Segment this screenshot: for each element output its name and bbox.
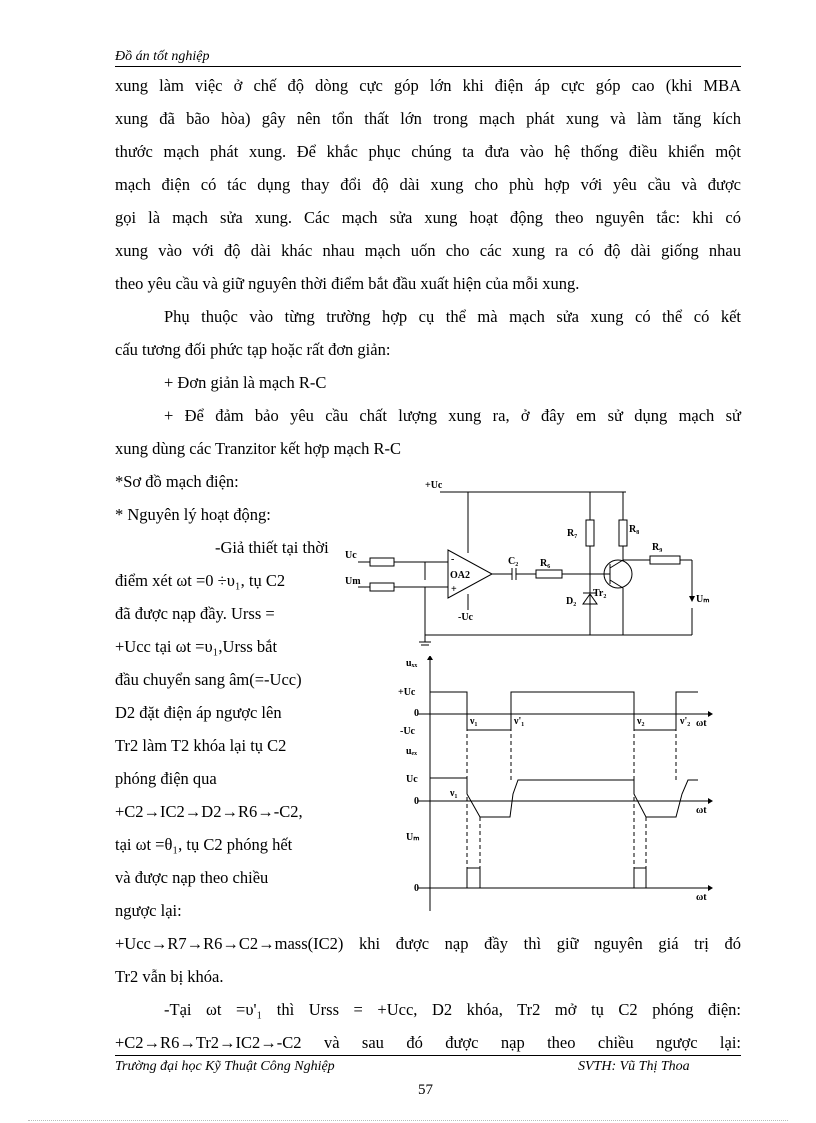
- narrow-line: tại ωt =θ₁, tụ C2 phóng hết: [115, 835, 293, 854]
- input2-label: Um: [345, 576, 361, 587]
- axis-label-1: uₓₓ: [406, 658, 418, 669]
- input1-label: Uc: [345, 550, 357, 561]
- opamp-label: OA2: [450, 570, 470, 581]
- para2-line: Phụ thuộc vào từng trường hợp cụ thể mà mạch sửa xung có thể có kết: [164, 307, 741, 326]
- diagram-heading: *Sơ đồ mạch điện:: [115, 472, 239, 491]
- narrow-line: Tr2 làm T2 khóa lại tụ C2: [115, 736, 287, 755]
- v2-label: ν₂: [637, 716, 645, 727]
- waveform-diagram: [368, 656, 714, 916]
- bullet-1: + Đơn giản là mạch R-C: [164, 373, 327, 392]
- plus-label: +: [451, 584, 457, 595]
- narrow-line: và được nạp theo chiều: [115, 868, 269, 887]
- last-para-line: +C2→R6→Tr2→IC2→-C2 và sau đó được nạp theo chiều ngược lại:: [115, 1033, 741, 1052]
- ucc-neg-label: -Uc: [458, 612, 473, 623]
- para1-line: xung làm việc ở chế độ dòng cực góp lớn khi điện áp cực góp cao (khi MBA: [115, 76, 741, 95]
- output-label: Uₘ: [696, 594, 710, 605]
- r7-label: R₇: [567, 528, 578, 539]
- v1p-label: ν'₁: [514, 716, 525, 727]
- wt-label: ωt: [696, 892, 707, 903]
- pucc-label: +Uc: [398, 687, 416, 698]
- narrow-line: phóng điện qua: [115, 769, 217, 788]
- wt-label: ωt: [696, 718, 707, 729]
- ucc-pos-label: +Uc: [425, 480, 443, 491]
- narrow-line: -Giả thiết tại thời: [215, 538, 329, 557]
- v1-label: ν₁: [450, 788, 458, 799]
- page-edge-dots: [28, 1120, 788, 1121]
- para1-line: xung vào với độ dài khác nhau mạch uốn cho các xung ra có độ dài giống nhau: [115, 241, 741, 260]
- narrow-line: đầu chuyển sang âm(=-Ucc): [115, 670, 302, 689]
- zero-label: 0: [414, 708, 419, 719]
- d2-label: D₂: [566, 596, 577, 607]
- page-number: 57: [418, 1082, 433, 1098]
- narrow-line: đã được nạp đầy. Urss =: [115, 604, 275, 623]
- para1-line: thước mạch phát xung. Để khắc phục chúng ta đưa vào hệ thống điều khiển một: [115, 142, 741, 161]
- footer-student: SVTH: Vũ Thị Thoa: [578, 1059, 690, 1074]
- after-line: +Ucc→R7→R6→C2→mass(IC2) khi được nạp đầy thì giữ nguyên giá trị đó: [115, 934, 741, 953]
- footer-school: Trường đại học Kỹ Thuật Công Nghiệp: [115, 1059, 335, 1074]
- v1-label: ν₁: [470, 716, 478, 727]
- r6-label: R₆: [540, 558, 551, 569]
- footer-rule: [115, 1055, 741, 1056]
- para1-line: theo yêu cầu và giữ nguyên thời điểm bắt đầu xuất hiện của mỗi xung.: [115, 274, 580, 293]
- r9-label: R₉: [652, 542, 663, 553]
- bullet-2-line: + Để đảm bảo yêu cầu chất lượng xung ra, ở đây em sử dụng mạch sử: [164, 406, 741, 425]
- para1-line: xung đã bão hòa) gây nên tổn thất lớn trong mạch phát xung và làm tăng kích: [115, 109, 741, 128]
- r8-label: R₈: [629, 524, 640, 535]
- para1-line: gọi là mạch sửa xung. Các mạch sửa xung hoạt động theo nguyên tắc: khi có: [115, 208, 741, 227]
- principle-heading: * Nguyên lý hoạt động:: [115, 505, 271, 524]
- narrow-line: D2 đặt điện áp ngược lên: [115, 703, 282, 722]
- zero-label: 0: [414, 883, 419, 894]
- tr2-label: Tr₂: [593, 588, 607, 599]
- narrow-line: +Ucc tại ωt =υ₁,Urss bắt: [115, 637, 278, 656]
- axis-label-2: uₑₓ: [406, 746, 418, 757]
- bullet-2-line: xung dùng các Tranzitor kết hợp mạch R-C: [115, 439, 401, 458]
- minus-label: -: [451, 554, 455, 565]
- para1-line: mạch điện có tác dụng thay đổi độ dài xung cho phù hợp với yêu cầu và được: [115, 175, 741, 194]
- nucc-label: -Uc: [400, 726, 415, 737]
- para2-line: cấu tương đối phức tạp hoặc rất đơn giản:: [115, 340, 391, 359]
- v2p-label: ν'₂: [680, 716, 691, 727]
- header-rule: [115, 66, 741, 67]
- narrow-line: +C2→IC2→D2→R6→-C2,: [115, 802, 303, 821]
- wt-label: ωt: [696, 805, 707, 816]
- axis-label-3: Uₘ: [406, 832, 420, 843]
- narrow-line: ngược lại:: [115, 901, 182, 920]
- zero-label: 0: [414, 796, 419, 807]
- circuit-diagram: [340, 470, 740, 650]
- header-title: Đồ án tốt nghiệp: [115, 49, 210, 64]
- c2-label: C₂: [508, 556, 519, 567]
- after-line: Tr2 vẫn bị khóa.: [115, 967, 224, 986]
- uc-label: Uc: [406, 774, 418, 785]
- last-para-line: -Tại ωt =υ'₁ thì Urss = +Ucc, D2 khóa, Tr2 mở tụ C2 phóng điện:: [164, 1000, 741, 1019]
- narrow-line: điểm xét ωt =0 ÷υ₁, tụ C2: [115, 571, 286, 590]
